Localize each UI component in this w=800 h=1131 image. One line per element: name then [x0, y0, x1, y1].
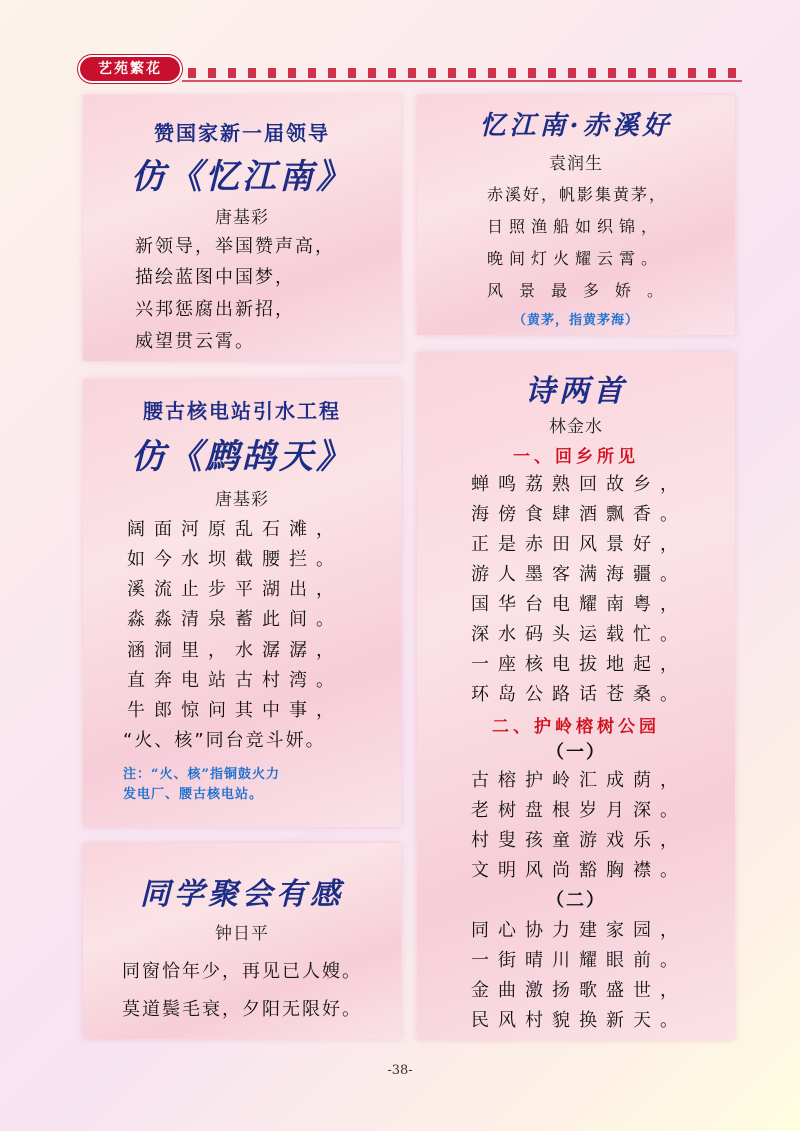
poem2-line: 淼淼清泉蓄此间。 — [127, 609, 343, 630]
poem4-line: 日照渔船如织锦， — [487, 217, 664, 236]
poem2-note: 注：“火、核”指铜鼓火力 — [123, 767, 280, 782]
poem4-title: 忆江南·赤溪好 — [479, 111, 673, 141]
poem-panel-3 — [83, 843, 401, 1039]
poem2-author: 唐基彩 — [215, 490, 269, 510]
poem1-line: 威望贯云霄。 — [135, 331, 255, 352]
poem2-title: 仿《鹧鸪天》 — [131, 437, 353, 477]
poem1-title: 仿《忆江南》 — [131, 157, 353, 197]
poem2-line: 牛郎惊问其中事， — [127, 700, 343, 721]
poem5-line: 游人墨客满海疆。 — [471, 564, 687, 585]
poem-panel-2 — [83, 379, 401, 827]
poem2-line: 直奔电站古村湾。 — [127, 670, 343, 691]
poem3-author: 钟日平 — [215, 924, 269, 944]
poem2-subtitle: 腰古核电站引水工程 — [143, 399, 341, 423]
poem4-line: 赤溪好，帆影集黄茅， — [487, 185, 668, 204]
poem1-author: 唐基彩 — [215, 208, 269, 228]
poem2-line: “火、核”同台竞斗妍。 — [123, 730, 326, 751]
poem5-line: 古榕护岭汇成荫， — [471, 770, 687, 791]
poem3-line: 同窗恰年少，再见已人嫂。 — [122, 961, 362, 982]
poem3-line: 莫道鬓毛衰，夕阳无限好。 — [122, 999, 362, 1020]
poem2-line: 阔面河原乱石滩， — [127, 519, 343, 540]
page-number: -38- — [387, 1063, 413, 1078]
poem5-title: 诗两首 — [525, 374, 627, 409]
poem1-line: 新领导，举国赞声高， — [135, 236, 335, 257]
poem5-line: 村叟孩童游戏乐， — [471, 830, 687, 851]
poem5-line: 正是赤田风景好， — [471, 534, 687, 555]
poem-panel-1 — [83, 95, 401, 361]
poem5-line: 环岛公路话苍桑。 — [471, 684, 687, 705]
poem5-author: 林金水 — [549, 417, 603, 437]
poem5-section-title: 一、回乡所见 — [513, 447, 639, 467]
poem5-line: 金曲激扬歌盛世， — [471, 980, 687, 1001]
poem4-author: 袁润生 — [549, 154, 603, 174]
poem5-line: 民风村貌换新天。 — [471, 1010, 687, 1031]
poem2-line: 涵洞里，水潺潺， — [127, 640, 343, 661]
poem2-line: 如今水坝截腰拦。 — [127, 549, 343, 570]
poem5-line: 国华台电耀南粤， — [471, 594, 687, 615]
poem-panel-4 — [417, 95, 735, 335]
header-decorative-rule — [182, 68, 742, 78]
poem1-line: 兴邦惩腐出新招， — [135, 299, 295, 320]
poem5-part-label: （二） — [546, 890, 606, 911]
poem2-note: 发电厂、腰古核电站。 — [123, 787, 264, 802]
poem5-line: 文明风尚豁胸襟。 — [471, 860, 687, 881]
poem1-line: 描绘蓝图中国梦， — [135, 267, 295, 288]
poem2-line: 溪流止步平湖出， — [127, 579, 343, 600]
poem5-line: 老树盘根岁月深。 — [471, 800, 687, 821]
section-tag: 艺苑繁花 — [80, 57, 180, 81]
poem-panel-5 — [417, 352, 735, 1040]
poem5-section-title: 二、护岭榕树公园 — [492, 717, 660, 737]
poem4-line: 晚间灯火耀云霄。 — [487, 249, 664, 268]
poem3-title: 同学聚会有感 — [140, 877, 344, 912]
poem5-line: 蝉鸣荔熟回故乡， — [471, 474, 687, 495]
poem5-line: 一座核电拔地起， — [471, 654, 687, 675]
poem5-line: 一街晴川耀眼前。 — [471, 950, 687, 971]
poem5-part-label: （一） — [546, 742, 606, 763]
poem4-line: 风景最多娇。 — [487, 281, 680, 300]
poem4-note: （黄茅，指黄茅海） — [512, 313, 639, 328]
poem5-line: 海傍食肆酒飘香。 — [471, 504, 687, 525]
poem5-line: 深水码头运载忙。 — [471, 624, 687, 645]
poem1-subtitle: 赞国家新一届领导 — [154, 121, 330, 145]
header-divider — [182, 80, 742, 82]
poem5-line: 同心协力建家园， — [471, 920, 687, 941]
